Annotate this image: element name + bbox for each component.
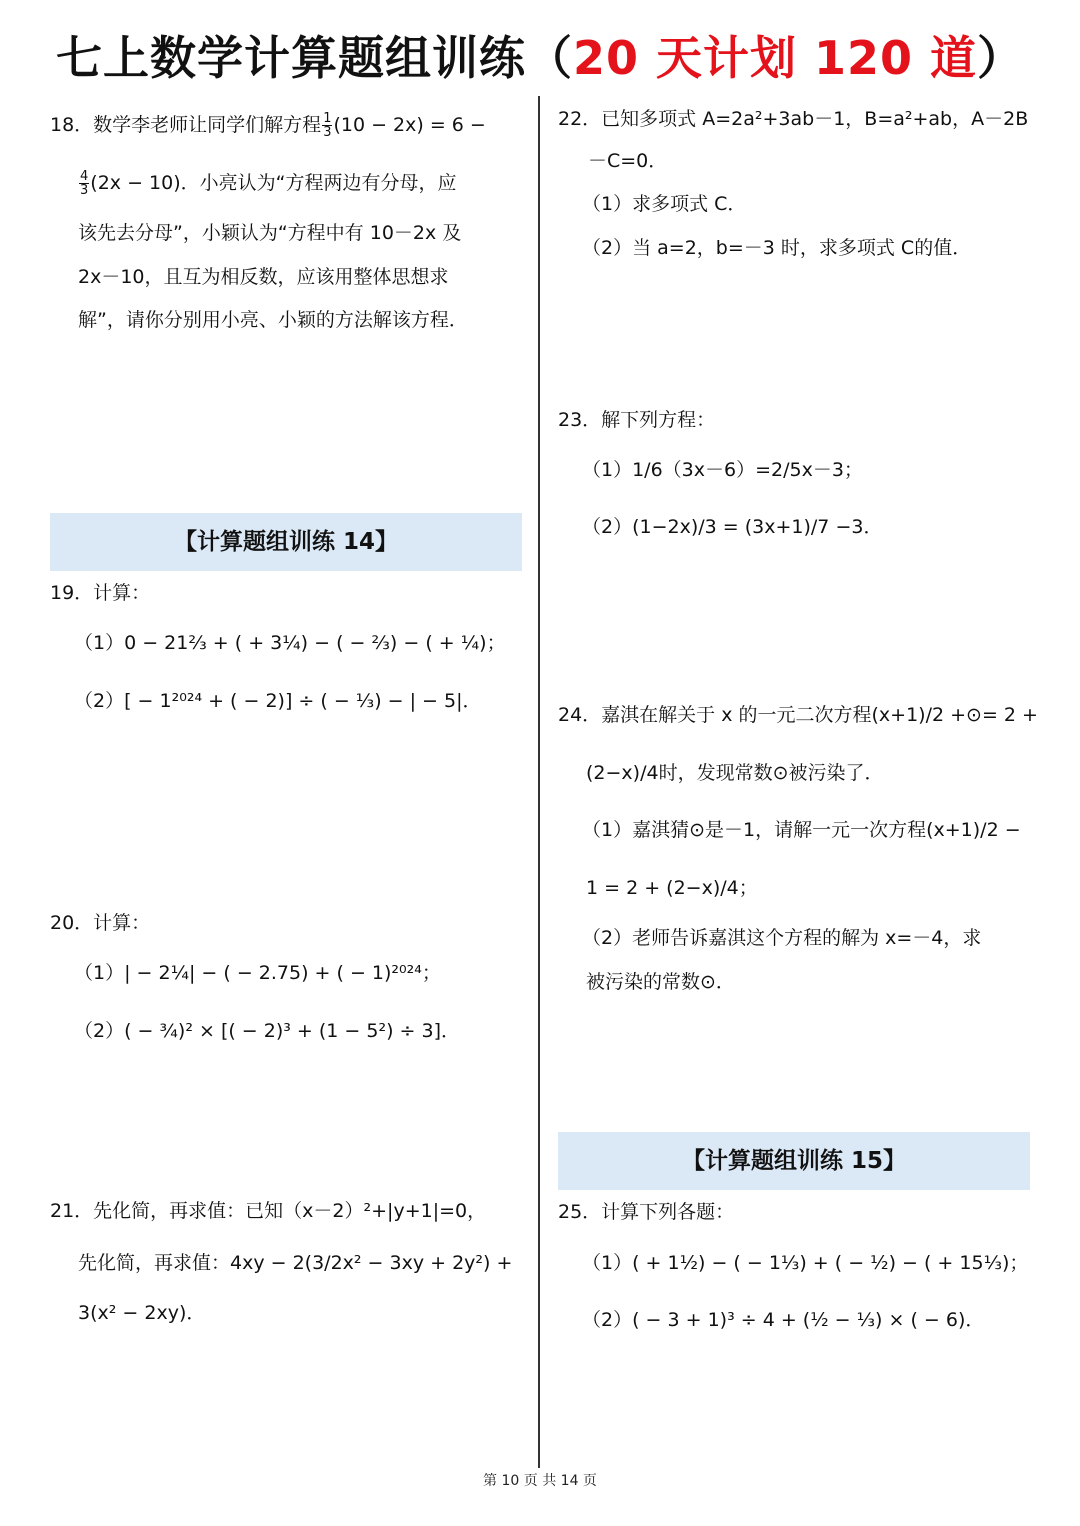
q18-line4: 2x－10，且互为相反数，应该用整体思想求: [78, 266, 449, 288]
q21-line1: 21．先化简，再求值：已知（x－2）²+|y+1|=0，: [50, 1200, 487, 1222]
page-title: 七上数学计算题组训练（20 天计划 120 道）: [55, 31, 1025, 85]
q18-frac-4-3: $\frac{4}{3}$: [80, 169, 89, 198]
q22-line1: 22．已知多项式 A=2a²+3ab－1，B=a²+ab，A－2B: [558, 108, 1029, 130]
q18-frac-1-3: $\frac{1}{3}$: [323, 111, 332, 140]
q24-part2-line1: （2）老师告诉嘉淇这个方程的解为 x=－4，求: [582, 927, 982, 949]
q19-part2: （2）[ − 1²⁰²⁴ + ( − 2)] ÷ ( − ⅓) − | − 5|．: [74, 690, 482, 712]
section-14-header: 【计算题组训练 14】: [50, 513, 522, 571]
q18-line5: 解”，请你分别用小亮、小颖的方法解该方程．: [78, 309, 468, 331]
column-divider: [538, 96, 540, 1468]
q19-heading: 19．计算：: [50, 582, 151, 604]
q22-part1: （1）求多项式 C．: [582, 193, 747, 215]
q25-part1: （1）( + 1½) − ( − 1⅓) + ( − ½) − ( + 15⅓)；: [582, 1252, 1029, 1274]
q23-part2: （2）(1−2x)/3 = (3x+1)/7 −3．: [582, 516, 883, 538]
q22-part2: （2）当 a=2，b=－3 时，求多项式 C的值．: [582, 237, 972, 259]
q24-line2: (2−x)/4时，发现常数⊙被污染了．: [586, 762, 884, 784]
q18-line2: $\frac{4}{3}$ (2x − 10)．小亮认为“方程两边有分母，应: [80, 169, 457, 198]
q18-line1: 18．数学李老师让同学们解方程 $\frac{1}{3}$ (10 − 2x) = 6 −: [50, 111, 486, 140]
q24-part2-line2: 被污染的常数⊙．: [586, 971, 735, 993]
q20-part2: （2）( − ¾)² × [( − 2)³ + (1 − 5²) ÷ 3]．: [74, 1020, 461, 1042]
q21-line2: 先化简，再求值：4xy − 2(3/2x² − 3xy + 2y²) +: [78, 1252, 513, 1274]
q19-part1: （1）0 − 21⅔ + ( + 3¼) − ( − ⅔) − ( + ¼)；: [74, 632, 506, 654]
q24-line1: 24．嘉淇在解关于 x 的一元二次方程(x+1)/2 +⊙= 2 +: [558, 704, 1038, 726]
page-title-highlight: 20 天计划 120 道: [572, 31, 978, 85]
q20-heading: 20．计算：: [50, 912, 151, 934]
q24-part1-line1: （1）嘉淇猜⊙是－1，请解一元一次方程(x+1)/2 −: [582, 819, 1021, 841]
q20-part1: （1）| − 2¼| − ( − 2.75) + ( − 1)²⁰²⁴；: [74, 962, 441, 984]
page-footer: 第 10 页 共 14 页: [483, 1473, 597, 1489]
q23-part1: （1）1/6（3x－6）=2/5x－3；: [582, 459, 863, 481]
q25-heading: 25．计算下列各题：: [558, 1201, 735, 1223]
q25-part2: （2）( − 3 + 1)³ ÷ 4 + (½ − ⅓) × ( − 6)．: [582, 1309, 985, 1331]
q22-line2: －C=0．: [588, 150, 668, 172]
q18-line3: 该先去分母”，小颖认为“方程中有 10－2x 及: [78, 222, 462, 244]
q23-heading: 23．解下列方程：: [558, 409, 716, 431]
q24-part1-line2: 1 = 2 + (2−x)/4；: [586, 877, 758, 899]
q21-line3: 3(x² − 2xy)．: [78, 1302, 206, 1324]
section-15-header: 【计算题组训练 15】: [558, 1132, 1030, 1190]
